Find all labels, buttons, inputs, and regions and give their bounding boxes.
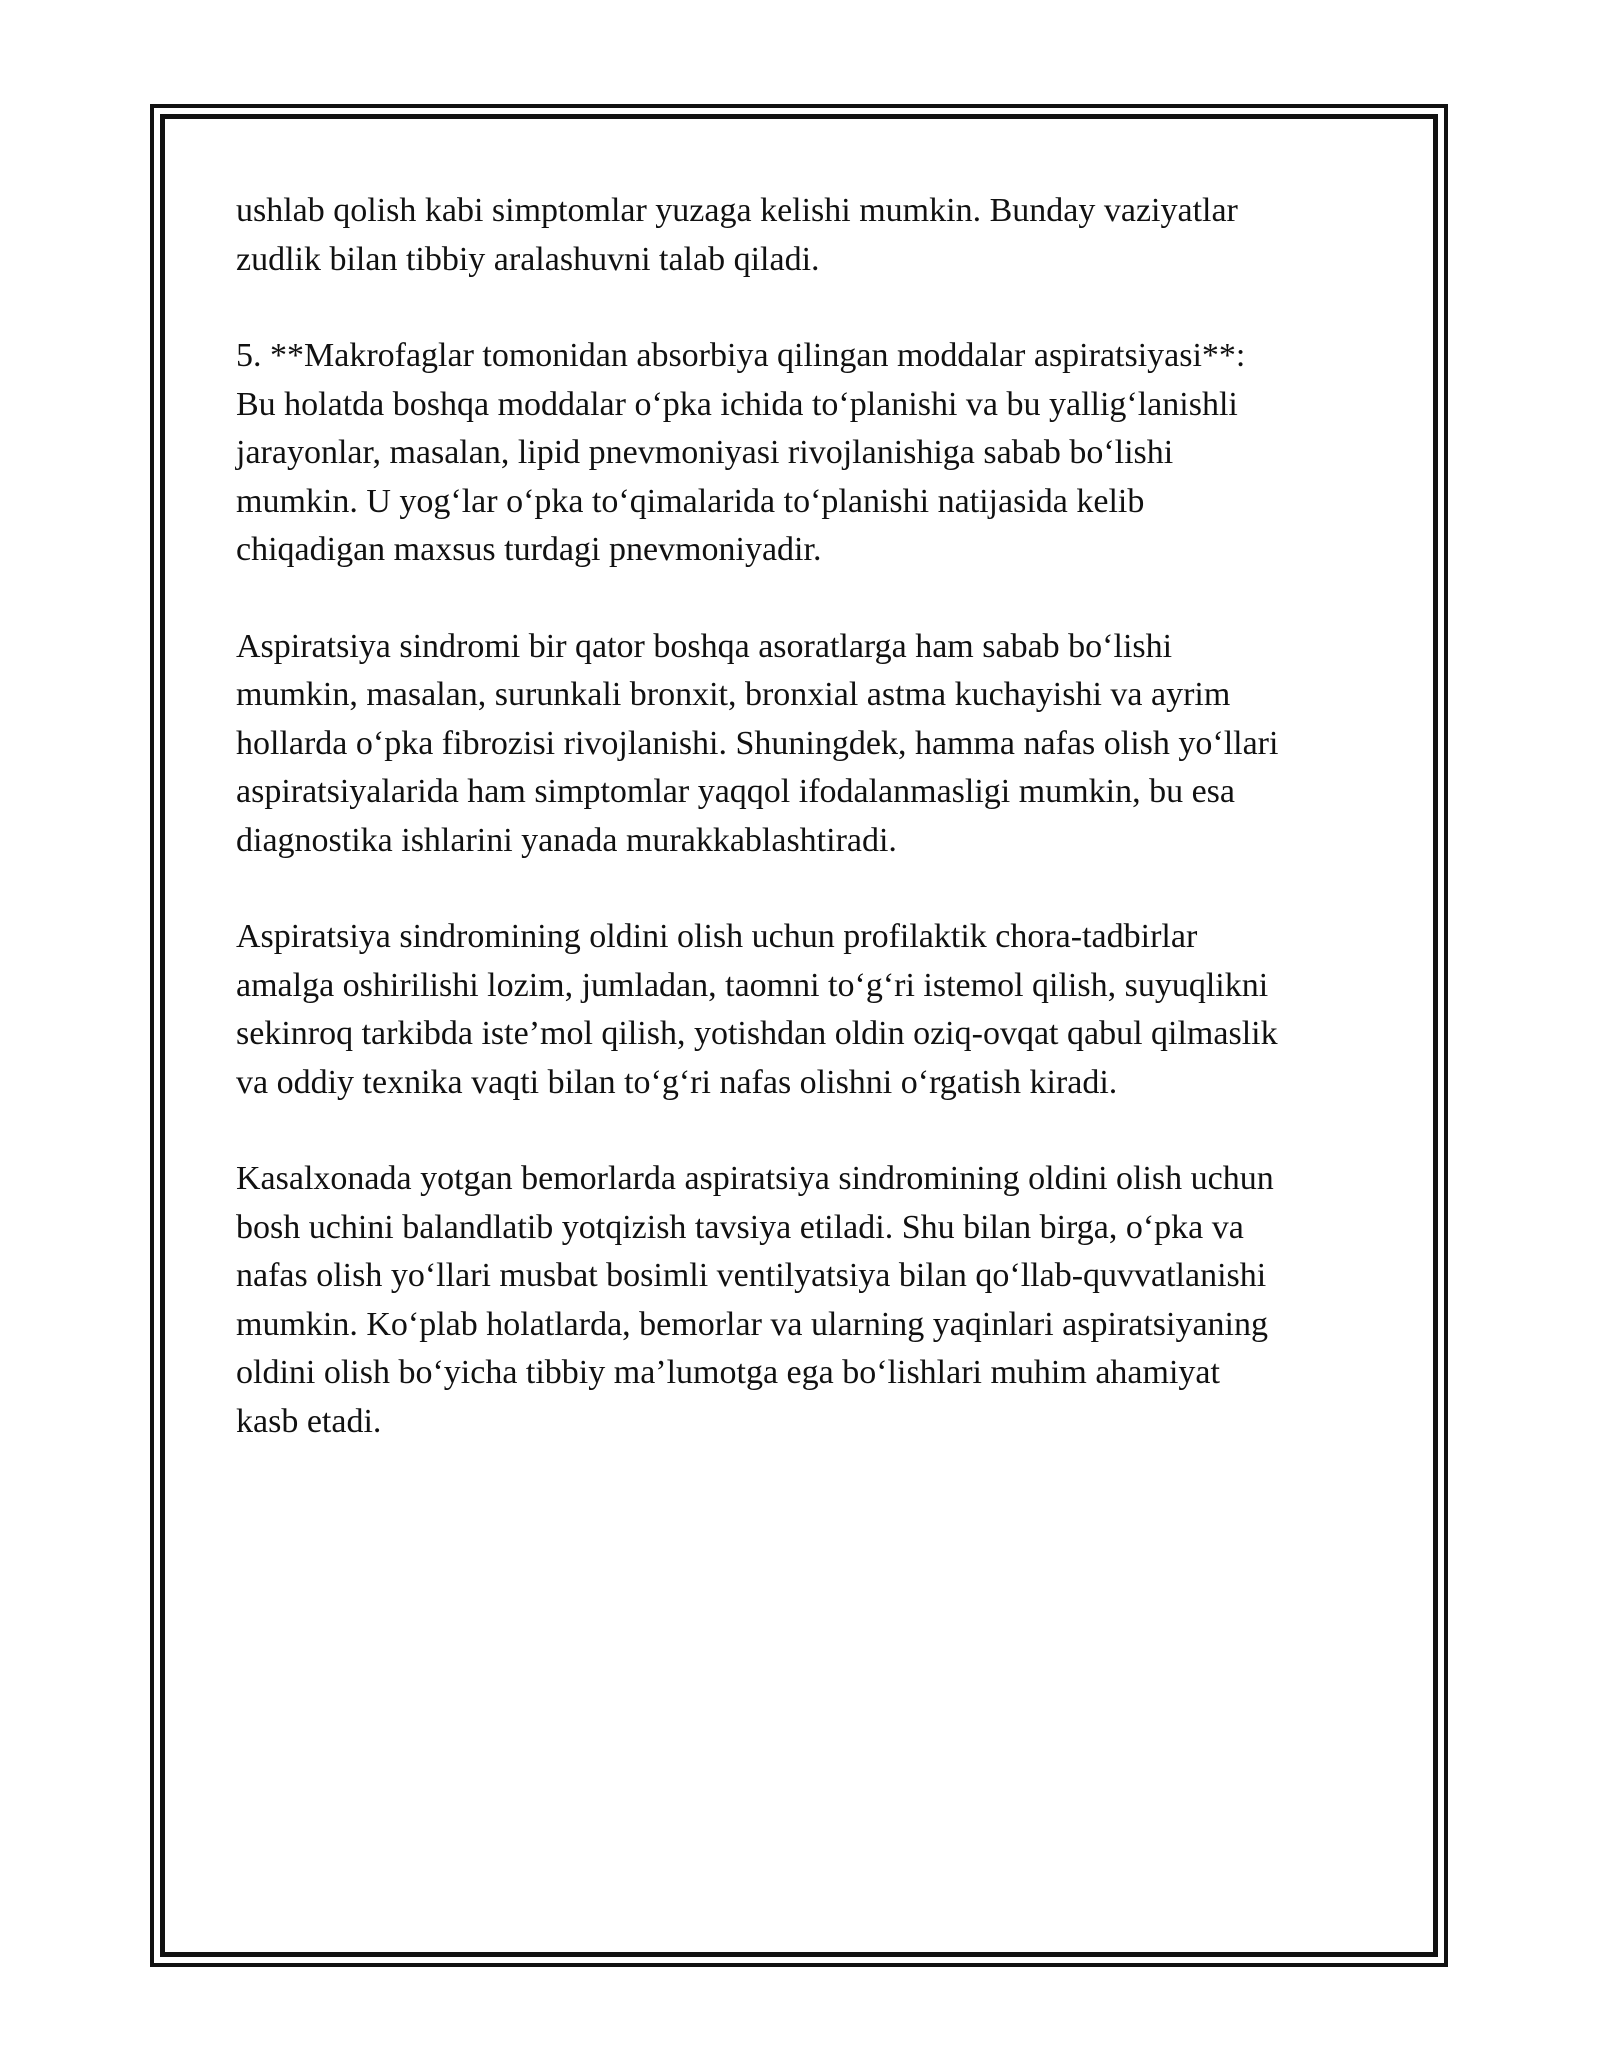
paragraph-1 [236, 187, 1396, 284]
text-line: zudlik bilan tibbiy aralashuvni talab qiladi. [236, 240, 820, 278]
paragraph-3 [236, 623, 1396, 866]
text-line: nafas olish yo‘llari musbat bosimli ventilyatsiya bilan qo‘llab-quvvatlanishi [236, 1257, 1267, 1294]
text-line: mumkin. Ko‘plab holatlarda, bemorlar va ularning yaqinlari aspiratsiyaning [236, 1305, 1268, 1343]
text-line: amalga oshirilishi lozim, jumladan, taomni to‘g‘ri istemol qilish, suyuqlikni [236, 966, 1269, 1004]
text-line: mumkin. U yog‘lar o‘pka to‘qimalarida to‘planishi natijasida kelib [236, 482, 1145, 520]
text-line: Kasalxonada yotgan bemorlarda aspiratsiya sindromining oldini olish uchun [236, 1160, 1274, 1197]
text-line: bosh uchini balandlatib yotqizish tavsiya etiladi. Shu bilan birga, o‘pka va [236, 1208, 1244, 1246]
paragraph-5 [236, 1155, 1396, 1446]
text-line: kasb etadi. [236, 1402, 382, 1440]
text-line: oldini olish bo‘yicha tibbiy ma’lumotga ega bo‘lishlari muhim ahamiyat [236, 1354, 1220, 1391]
text-line: sekinroq tarkibda iste’mol qilish, yotishdan oldin oziq-ovqat qabul qilmaslik [236, 1015, 1278, 1052]
text-line: hollarda o‘pka fibrozisi rivojlanishi. Shuningdek, hamma nafas olish yo‘llari [236, 724, 1279, 762]
text-line: va oddiy texnika vaqti bilan to‘g‘ri nafas olishni o‘rgatish kiradi. [236, 1063, 1118, 1101]
document-body [236, 187, 1396, 1494]
text-line: chiqadigan maxsus turdagi pnevmoniyadir. [236, 531, 822, 568]
text-line: Bu holatda boshqa moddalar o‘pka ichida to‘planishi va bu yallig‘lanishli [236, 385, 1238, 423]
text-line: Aspiratsiya sindromining oldini olish uchun profilaktik chora-tadbirlar [236, 918, 1198, 955]
text-line: mumkin, masalan, surunkali bronxit, bronxial astma kuchayishi va ayrim [236, 676, 1231, 713]
paragraph-4 [236, 913, 1396, 1107]
text-line: diagnostika ishlarini yanada murakkablashtiradi. [236, 821, 897, 859]
text-line: jarayonlar, masalan, lipid pnevmoniyasi rivojlanishiga sabab bo‘lishi [236, 434, 1174, 471]
text-line: ushlab qolish kabi simptomlar yuzaga kelishi mumkin. Bunday vaziyatlar [236, 192, 1238, 229]
text-line: Aspiratsiya sindromi bir qator boshqa asoratlarga ham sabab bo‘lishi [236, 627, 1173, 665]
text-line: 5. **Makrofaglar tomonidan absorbiya qilingan moddalar aspiratsiyasi**: [236, 337, 1246, 374]
text-line: aspiratsiyalarida ham simptomlar yaqqol ifodalanmasligi mumkin, bu esa [236, 773, 1235, 810]
paragraph-2 [236, 332, 1396, 575]
